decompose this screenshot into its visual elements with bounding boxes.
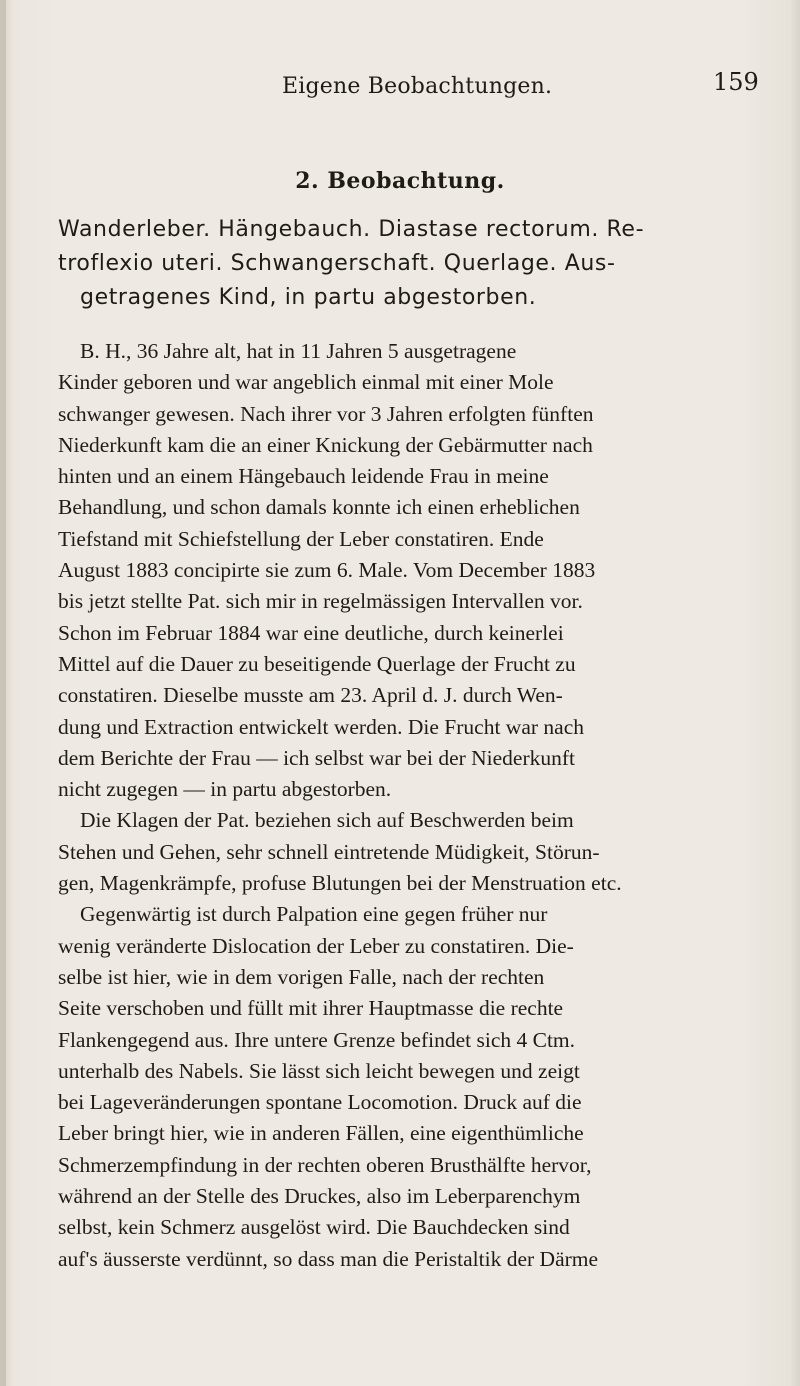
body-line: schwanger gewesen. Nach ihrer vor 3 Jahren erfolgten fünften — [58, 401, 594, 426]
body-line: Tiefstand mit Schiefstellung der Leber constatiren. Ende — [58, 526, 544, 551]
case-summary-line: getragenes Kind, in partu abgestorben. — [80, 285, 537, 310]
page-number: 159 — [713, 68, 759, 96]
body-line: dung und Extraction entwickelt werden. Die Frucht war nach — [58, 714, 584, 739]
page-gutter-shadow — [0, 0, 6, 1386]
body-line: Kinder geboren und war angeblich einmal mit einer Mole — [58, 370, 554, 395]
body-line: gen, Magenkrämpfe, profuse Blutungen bei der Menstruation etc. — [58, 871, 622, 896]
body-line: dem Berichte der Frau — ich selbst war bei der Niederkunft — [58, 745, 576, 770]
body-line: bei Lageveränderungen spontane Locomotion. Druck auf die — [58, 1090, 582, 1115]
body-line: Leber bringt hier, wie in anderen Fällen, eine eigenthümliche — [58, 1121, 584, 1146]
section-heading: 2. Beobachtung. — [295, 168, 505, 194]
body-line: Schon im Februar 1884 war eine deutliche, durch keinerlei — [58, 620, 564, 645]
body-line: wenig veränderte Dislocation der Leber zu constatiren. Die- — [58, 933, 574, 958]
body-line: Stehen und Gehen, sehr schnell eintretende Müdigkeit, Störun- — [58, 839, 600, 864]
body-text — [58, 336, 758, 1275]
case-summary — [58, 213, 750, 315]
body-line: unterhalb des Nabels. Sie lässt sich leicht bewegen und zeigt — [58, 1058, 580, 1083]
body-line: Schmerzempfindung in der rechten oberen Brusthälfte hervor, — [58, 1152, 592, 1177]
body-line: während an der Stelle des Druckes, also im Leberparenchym — [58, 1184, 581, 1209]
body-line: B. H., 36 Jahre alt, hat in 11 Jahren 5 ausgetragene — [80, 339, 517, 363]
case-summary-line: troflexio uteri. Schwangerschaft. Querlage. Aus- — [58, 251, 616, 276]
body-line: selbe ist hier, wie in dem vorigen Falle, nach der rechten — [58, 964, 545, 989]
body-line: constatiren. Dieselbe musste am 23. April d. J. durch Wen- — [58, 683, 563, 708]
body-line: Seite verschoben und füllt mit ihrer Hauptmasse die rechte — [58, 996, 564, 1021]
body-line: Flankengegend aus. Ihre untere Grenze befindet sich 4 Ctm. — [58, 1027, 576, 1052]
body-line: Niederkunft kam die an einer Knickung der Gebärmutter nach — [58, 432, 593, 457]
case-summary-line: Wanderleber. Hängebauch. Diastase rectorum. Re- — [58, 217, 645, 242]
body-line: bis jetzt stellte Pat. sich mir in regelmässigen Intervallen vor. — [58, 589, 583, 614]
body-line: August 1883 concipirte sie zum 6. Male. Vom December 1883 — [58, 558, 596, 583]
body-line: auf's äusserste verdünnt, so dass man die Peristaltik der Därme — [58, 1246, 599, 1271]
body-line: Gegenwärtig ist durch Palpation eine gegen früher nur — [80, 902, 548, 927]
body-line: hinten und an einem Hängebauch leidende Frau in meine — [58, 464, 549, 489]
body-line: selbst, kein Schmerz ausgelöst wird. Die Bauchdecken sind — [58, 1215, 570, 1240]
body-line: Behandlung, und schon damals konnte ich einen erheblichen — [58, 495, 580, 520]
body-line: Die Klagen der Pat. beziehen sich auf Beschwerden beim — [80, 808, 574, 833]
running-head: Eigene Beobachtungen. — [282, 74, 553, 99]
body-line: nicht zugegen — in partu abgestorben. — [58, 777, 392, 802]
body-line: Mittel auf die Dauer zu beseitigende Querlage der Frucht zu — [58, 651, 576, 676]
